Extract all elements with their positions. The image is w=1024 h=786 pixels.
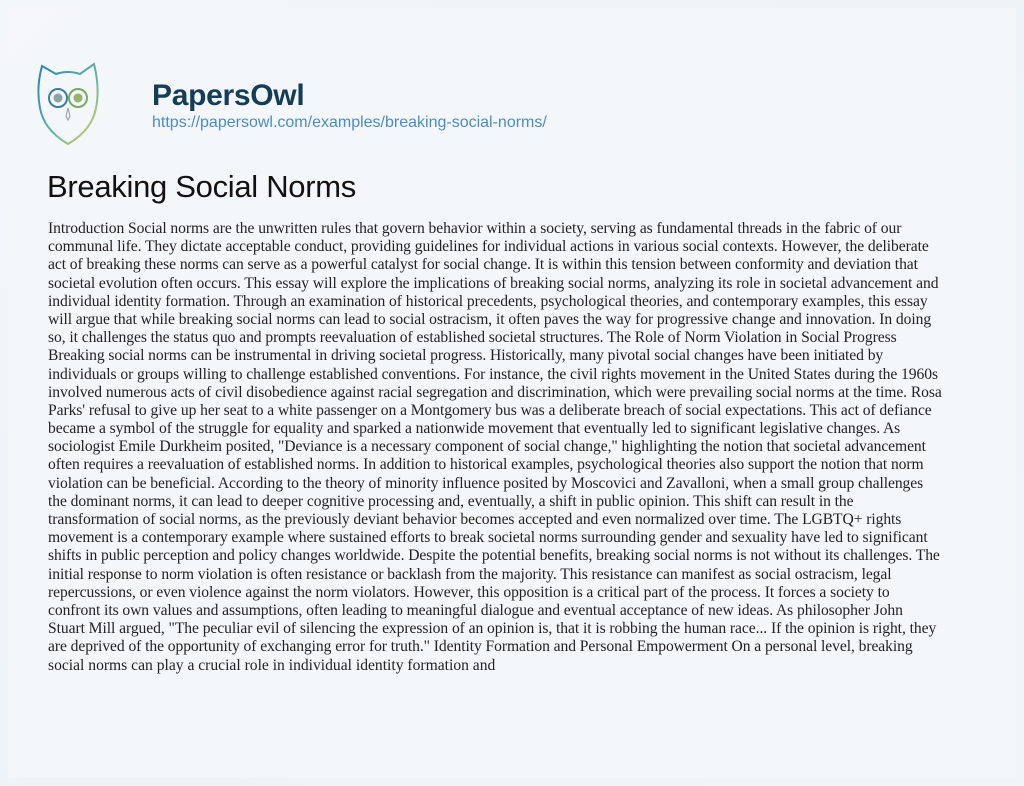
article-text-line: violation can be beneficial. According to the theory of minority influence posited by Moscovici and Zavalloni, when a small group challenges bbox=[48, 474, 924, 492]
article-text-line: movement is a contemporary example where sustained efforts to break societal norms surrounding gender and sexuality have led to significant bbox=[48, 529, 928, 547]
article-text-line: communal life. They dictate acceptable conduct, providing guidelines for individual actions in various social contexts. However, the deliberate bbox=[48, 238, 929, 256]
article-text-line: became a symbol of the struggle for equality and sparked a nationwide movement that eventually led to significant legislative changes. As bbox=[48, 420, 901, 438]
page-title: Breaking Social Norms bbox=[47, 169, 356, 204]
article-text-line: repercussions, or even violence against the norm violators. However, this opposition is a critical part of the process. It forces a society to bbox=[48, 583, 890, 601]
article-text-line: individual identity formation. Through an examination of historical precedents, psychological theories, and contemporary examples, this essay bbox=[48, 292, 928, 310]
article-text-line: sociologist Emile Durkheim posited, "Deviance is a necessary component of social change," highlighting the notion that societal advancement bbox=[48, 438, 926, 456]
article-text-line: Introduction Social norms are the unwritten rules that govern behavior within a society, serving as fundamental threads in the fabric of our bbox=[48, 220, 902, 237]
article-text-line: will argue that while breaking social norms can lead to social ostracism, it often paves the way for progressive change and innovation. In doing bbox=[48, 310, 932, 328]
article-text-line: Parks' refusal to give up her seat to a white passenger on a Montgomery bus was a deliberate breach of social expectations. This act of defiance bbox=[48, 401, 932, 419]
article-text-line: so, it challenges the status quo and prompts reevaluation of established societal structures. The Role of Norm Violation in Social Progress bbox=[48, 329, 897, 347]
article-url-link[interactable]: https://papersowl.com/examples/breaking-social-norms/ bbox=[152, 114, 547, 131]
owl-logo-icon bbox=[36, 58, 100, 150]
article-text-line: are deprived of the opportunity of exchanging error for truth." Identity Formation and Personal Empowerment On a personal level, breaking bbox=[48, 638, 913, 656]
article-text-line: confront its own values and assumptions, often leading to meaningful dialogue and eventual acceptance of new ideas. As philosopher John bbox=[48, 601, 903, 619]
brand-name: PapersOwl bbox=[152, 79, 305, 112]
article-text-line: the dominant norms, it can lead to deeper cognitive processing and, eventually, a shift in public opinion. This shift can result in the bbox=[48, 492, 854, 510]
article-text-line: societal evolution often occurs. This essay will explore the implications of breaking social norms, analyzing its role in societal advancement and bbox=[48, 274, 939, 292]
article-text-line: act of breaking these norms can serve as a powerful catalyst for social change. It is within this tension between conformity and deviation that bbox=[48, 256, 918, 274]
article-text-line: Breaking social norms can be instrumental in driving societal progress. Historically, many pivotal social changes have been initiated by bbox=[48, 347, 884, 365]
article-text-line: individuals or groups willing to challenge established conventions. For instance, the civil rights movement in the United States during the 1960s bbox=[48, 365, 938, 383]
article-text-line: transformation of social norms, as the previously deviant behavior becomes accepted and even normalized over time. The LGBTQ+ rights bbox=[48, 511, 902, 528]
article-text-line: involved numerous acts of civil disobedience against racial segregation and discrimination, which were prevailing social norms at the time. Rosa bbox=[48, 383, 942, 401]
article-body bbox=[48, 220, 998, 675]
article-text-line: often requires a reevaluation of established norms. In addition to historical examples, psychological theories also support the notion that norm bbox=[48, 456, 924, 474]
article-text-line: social norms can play a crucial role in individual identity formation and bbox=[48, 656, 496, 674]
article-text-line: Stuart Mill argued, "The peculiar evil of silencing the expression of an opinion is, that it is robbing the human race... If the opinion is right, they bbox=[48, 620, 937, 638]
article-text-line: shifts in public perception and policy changes worldwide. Despite the potential benefits, breaking social norms is not without its challenges. The bbox=[48, 547, 940, 565]
article-text-line: initial response to norm violation is often resistance or backlash from the majority. This resistance can manifest as social ostracism, legal bbox=[48, 565, 892, 583]
